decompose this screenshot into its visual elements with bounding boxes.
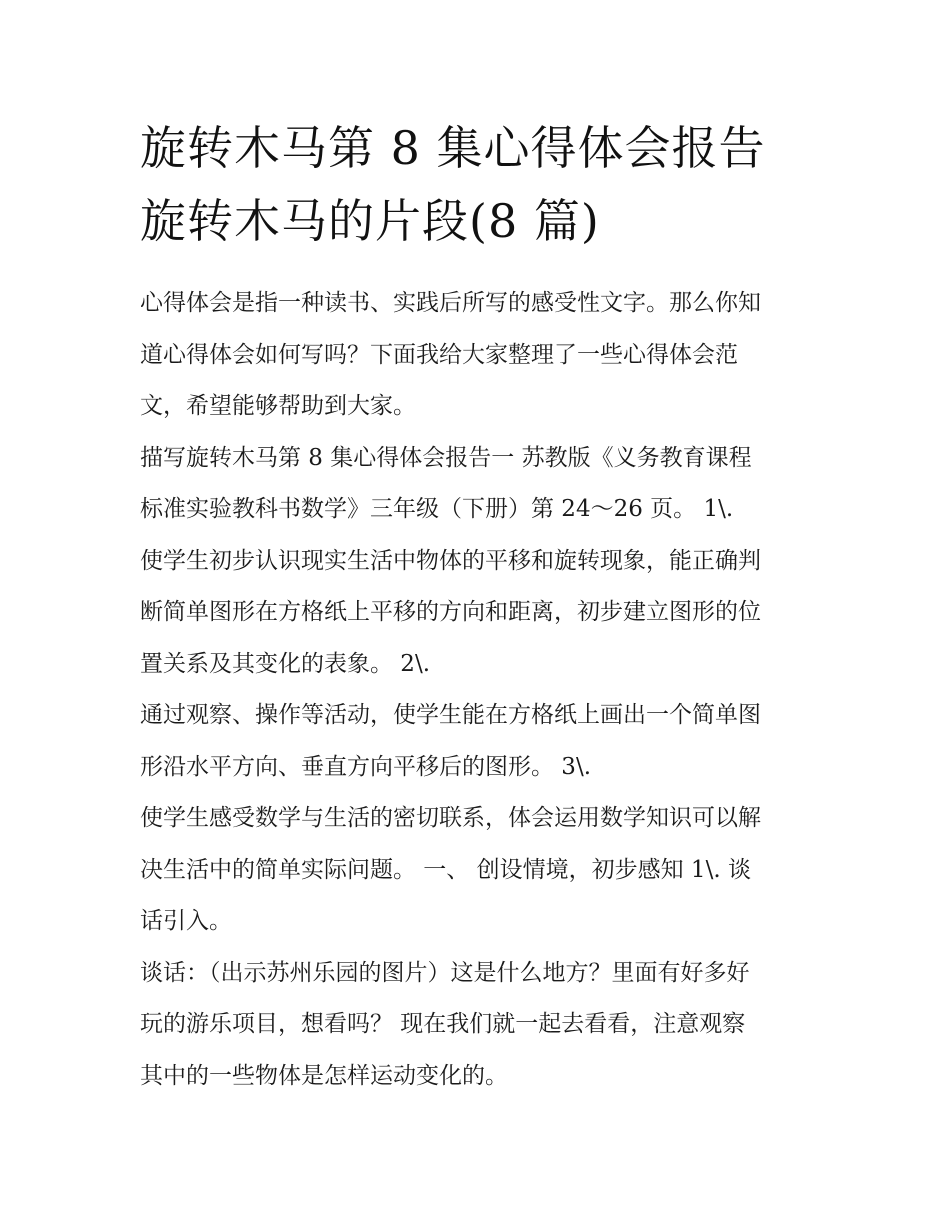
paragraph-line: 标准实验教科书数学》三年级（下册）第 24～26 页。 1\. bbox=[140, 496, 734, 522]
document-body bbox=[140, 278, 820, 1102]
paragraph-line: 使学生感受数学与生活的密切联系，体会运用数学知识可以解 bbox=[140, 805, 761, 831]
paragraph-line: 形沿水平方向、垂直方向平移后的图形。 3\. bbox=[140, 753, 592, 780]
paragraph-line: 玩的游乐项目，想看吗？ 现在我们就一起去看看，注意观察 bbox=[140, 1011, 746, 1037]
paragraph-dialogue bbox=[140, 948, 820, 1103]
title-line-1: 旋转木马第 8 集心得体会报告 bbox=[140, 121, 766, 175]
paragraph-line: 决生活中的简单实际问题。 一、 创设情境，初步感知 1\. 谈 bbox=[140, 856, 751, 883]
document-title bbox=[140, 112, 830, 258]
paragraph-line: 谈话：（出示苏州乐园的图片）这是什么地方？里面有好多好 bbox=[140, 959, 750, 986]
paragraph-line: 其中的一些物体是怎样运动变化的。 bbox=[140, 1062, 508, 1089]
paragraph-line: 描写旋转木马第 8 集心得体会报告一 苏教版《义务教育课程 bbox=[140, 444, 752, 471]
paragraph-intro bbox=[140, 278, 820, 433]
paragraph-line: 使学生初步认识现实生活中物体的平移和旋转现象，能正确判 bbox=[140, 547, 761, 574]
title-line-2: 旋转木马的片段(8 篇) bbox=[140, 194, 600, 248]
paragraph-line: 文，希望能够帮助到大家。 bbox=[140, 393, 416, 419]
paragraph-textbook-reference bbox=[140, 433, 820, 536]
paragraph-line: 心得体会是指一种读书、实践后所写的感受性文字。那么你知 bbox=[140, 290, 761, 316]
paragraph-line: 道心得体会如何写吗？下面我给大家整理了一些心得体会范 bbox=[140, 341, 738, 368]
paragraph-goal-2 bbox=[140, 690, 820, 793]
paragraph-line: 断简单图形在方格纸上平移的方向和距离，初步建立图形的位 bbox=[140, 599, 761, 625]
paragraph-line: 置关系及其变化的表象。 2\. bbox=[140, 650, 431, 677]
paragraph-goal-1 bbox=[140, 536, 820, 691]
paragraph-line: 通过观察、操作等活动，使学生能在方格纸上画出一个简单图 bbox=[140, 702, 761, 728]
paragraph-line: 话引入。 bbox=[140, 908, 232, 934]
paragraph-goal-3 bbox=[140, 793, 820, 948]
